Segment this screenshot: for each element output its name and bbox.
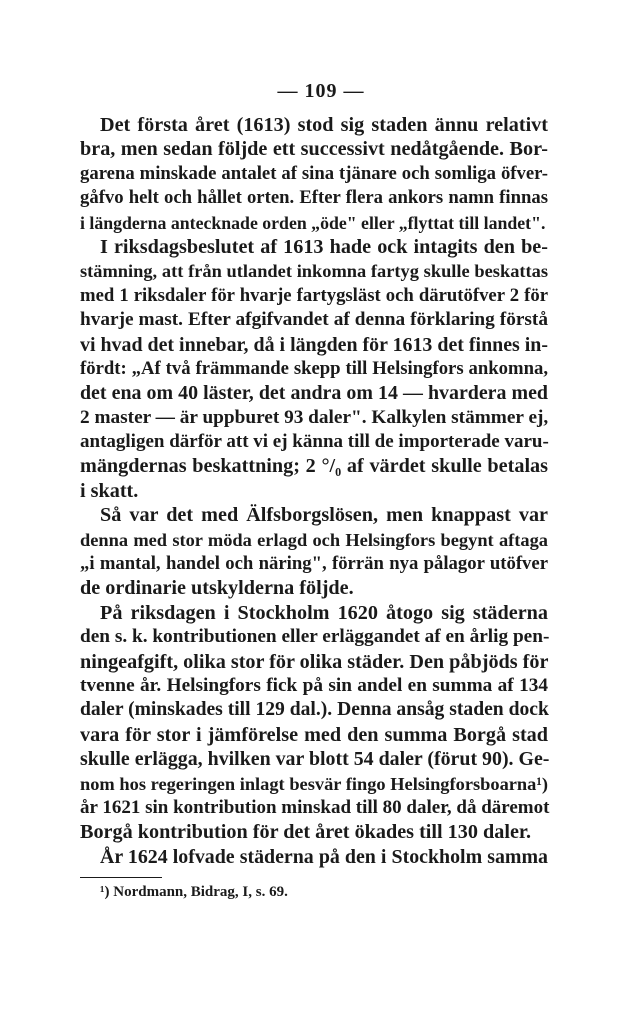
- text-line: skulle erlägga, hvilken var blott 54 daler (förut 90). Ge-: [80, 748, 550, 771]
- text-line: tvenne år. Helsingfors fick på sin andel en summa af 134: [80, 674, 548, 696]
- text-line: I riksdagsbeslutet af 1613 hade ock intagits den be-: [100, 235, 548, 258]
- text-line: „i mantal, handel och näring", förrän nya pålagor utöfver: [80, 553, 548, 575]
- text-line: År 1624 lofvade städerna på den i Stockholm samma: [100, 845, 548, 868]
- text-line: vara för stor i jämförelse med den summa Borgå stad: [80, 723, 548, 746]
- text-line: daler (minskades till 129 dal.). Denna ansåg staden dock: [80, 699, 549, 721]
- text-line: mängdernas beskattning; 2 °/₀ af värdet skulle betalas: [80, 455, 548, 478]
- footnote-rule: [80, 877, 162, 878]
- text-line: vi hvad det innebar, då i längden för 1613 det finnes in-: [80, 333, 548, 356]
- text-line: hvarje mast. Efter afgifvandet af denna förklaring förstå: [80, 309, 548, 331]
- text-line: ningeafgift, olika stor för olika städer. Den påbjöds för: [80, 650, 549, 673]
- body-text: [80, 113, 548, 869]
- text-line: antagligen därför att vi ej känna till de importerade varu-: [80, 431, 549, 453]
- text-line: garena minskade antalet af sina tjänare och somliga öfver-: [80, 162, 548, 184]
- text-line: 2 master — är uppburet 93 daler". Kalkylen stämmer ej,: [80, 406, 549, 428]
- text-line: år 1621 sin kontribution minskad till 80 daler, då däremot: [80, 796, 550, 818]
- text-line: Så var det med Älfsborgslösen, men knappast var: [100, 504, 548, 527]
- text-line: det ena om 40 läster, det andra om 14 — hvardera med: [80, 382, 548, 405]
- text-line: bra, men sedan följde ett successivt nedåtgående. Bor-: [80, 138, 548, 161]
- text-line: i skatt.: [80, 479, 139, 502]
- text-line: Det första året (1613) stod sig staden ännu relativt: [100, 114, 548, 136]
- text-line: nom hos regeringen inlagt besvär fingo Helsingforsboarna¹): [80, 773, 548, 794]
- text-line: denna med stor möda erlagd och Helsingfors begynt aftaga: [80, 529, 548, 550]
- text-line: i längderna antecknade orden „öde" eller „flyttat till landet".: [80, 212, 546, 233]
- page-number: — 109 —: [277, 80, 365, 102]
- text-line: stämning, att från utlandet inkomna fartyg skulle beskattas: [80, 261, 548, 282]
- text-line: med 1 riksdaler för hvarje fartygsläst och därutöfver 2 för: [80, 284, 548, 306]
- text-line: fördt: „Af två främmande skepp till Helsingfors ankomna,: [80, 357, 548, 379]
- footnote: ¹) Nordmann, Bidrag, I, s. 69.: [100, 884, 288, 900]
- text-line: På riksdagen i Stockholm 1620 åtogo sig städerna: [100, 601, 548, 624]
- text-line: de ordinarie utskylderna följde.: [80, 577, 354, 600]
- text-line: gåfvo helt och hållet orten. Efter flera ankors namn finnas: [80, 187, 548, 209]
- text-line: Borgå kontribution för det året ökades till 130 daler.: [80, 821, 532, 844]
- text-line: den s. k. kontributionen eller erläggandet af en årlig pen-: [80, 626, 550, 648]
